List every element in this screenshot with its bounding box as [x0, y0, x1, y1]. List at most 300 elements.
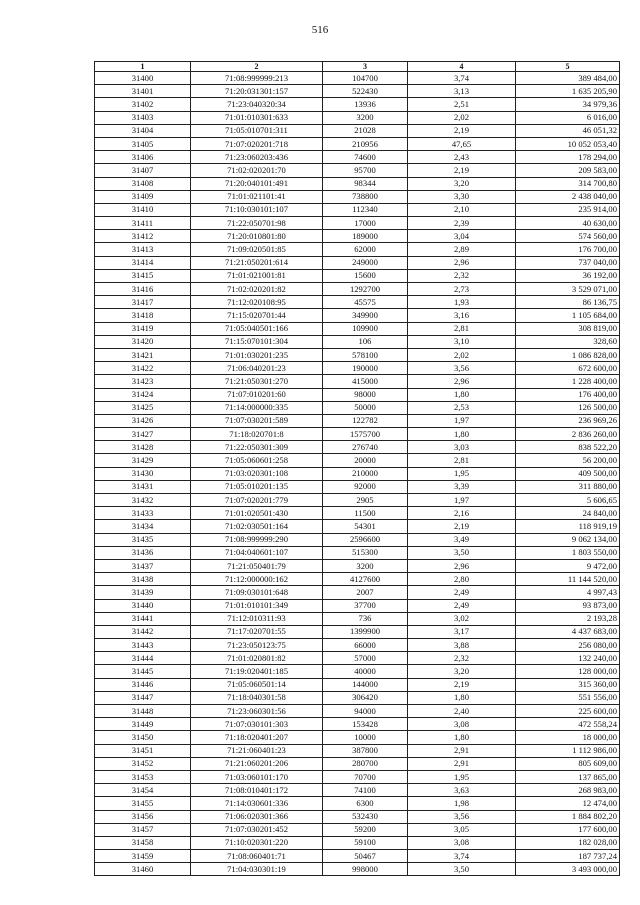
table-row [95, 137, 620, 150]
row-number-cell: 31448 [95, 705, 191, 718]
cadastral-number-cell: 71:05:040501:166 [191, 322, 323, 335]
row-number-cell: 31408 [95, 177, 191, 190]
value-cell: 574 560,00 [516, 230, 620, 243]
row-number-cell: 31440 [95, 599, 191, 612]
area-cell: 3200 [323, 559, 408, 572]
table-row [95, 428, 620, 441]
cadastral-number-cell: 71:05:010701:311 [191, 124, 323, 137]
table-row [95, 72, 620, 85]
value-cell: 472 558,24 [516, 718, 620, 731]
value-cell: 1 228 400,00 [516, 375, 620, 388]
row-number-cell: 31446 [95, 678, 191, 691]
value-cell: 1 086 828,00 [516, 348, 620, 361]
table-row [95, 612, 620, 625]
row-number-cell: 31415 [95, 269, 191, 282]
value-cell: 132 240,00 [516, 652, 620, 665]
row-number-cell: 31449 [95, 718, 191, 731]
cadastral-number-cell: 71:03:020301:108 [191, 467, 323, 480]
rate-cell: 1,80 [408, 691, 516, 704]
rate-cell: 2,19 [408, 124, 516, 137]
table-row [95, 573, 620, 586]
value-cell: 308 819,00 [516, 322, 620, 335]
rate-cell: 1,97 [408, 494, 516, 507]
value-cell: 18 000,00 [516, 731, 620, 744]
rate-cell: 2,49 [408, 586, 516, 599]
value-cell: 1 884 802,20 [516, 810, 620, 823]
table-row [95, 770, 620, 783]
row-number-cell: 31416 [95, 283, 191, 296]
value-cell: 838 522,20 [516, 441, 620, 454]
rate-cell: 3,08 [408, 718, 516, 731]
area-cell: 74600 [323, 151, 408, 164]
rate-cell: 3,16 [408, 309, 516, 322]
area-cell: 998000 [323, 863, 408, 876]
rate-cell: 3,17 [408, 625, 516, 638]
table-row [95, 639, 620, 652]
area-cell: 59100 [323, 836, 408, 849]
rate-cell: 3,04 [408, 230, 516, 243]
rate-cell: 3,74 [408, 850, 516, 863]
value-cell: 268 983,00 [516, 784, 620, 797]
area-cell: 21028 [323, 124, 408, 137]
table-row [95, 836, 620, 849]
table-row [95, 217, 620, 230]
table-row [95, 678, 620, 691]
value-cell: 389 484,00 [516, 72, 620, 85]
row-number-cell: 31453 [95, 770, 191, 783]
cadastral-number-cell: 71:20:040101:491 [191, 177, 323, 190]
area-cell: 50467 [323, 850, 408, 863]
value-cell: 328,60 [516, 335, 620, 348]
row-number-cell: 31427 [95, 428, 191, 441]
rate-cell: 3,74 [408, 72, 516, 85]
cadastral-number-cell: 71:05:010201:135 [191, 480, 323, 493]
area-cell: 62000 [323, 243, 408, 256]
area-cell: 306420 [323, 691, 408, 704]
row-number-cell: 31444 [95, 652, 191, 665]
area-cell: 276740 [323, 441, 408, 454]
row-number-cell: 31425 [95, 401, 191, 414]
row-number-cell: 31400 [95, 72, 191, 85]
area-cell: 13936 [323, 98, 408, 111]
table-row [95, 269, 620, 282]
column-header: 5 [516, 62, 620, 72]
value-cell: 235 914,00 [516, 203, 620, 216]
area-cell: 144000 [323, 678, 408, 691]
rate-cell: 3,56 [408, 810, 516, 823]
area-cell: 45575 [323, 296, 408, 309]
row-number-cell: 31411 [95, 217, 191, 230]
table-row [95, 520, 620, 533]
row-number-cell: 31417 [95, 296, 191, 309]
cadastral-number-cell: 71:07:020201:718 [191, 137, 323, 150]
value-cell: 551 556,00 [516, 691, 620, 704]
area-cell: 1575700 [323, 428, 408, 441]
row-number-cell: 31407 [95, 164, 191, 177]
cadastral-number-cell: 71:01:030201:235 [191, 348, 323, 361]
area-cell: 20000 [323, 454, 408, 467]
cadastral-number-cell: 71:02:020201:70 [191, 164, 323, 177]
cadastral-number-cell: 71:15:020701:44 [191, 309, 323, 322]
cadastral-number-cell: 71:21:060201:206 [191, 757, 323, 770]
table-row [95, 256, 620, 269]
area-cell: 94000 [323, 705, 408, 718]
value-cell: 182 028,00 [516, 836, 620, 849]
value-cell: 2 193,28 [516, 612, 620, 625]
cadastral-number-cell: 71:08:999999:213 [191, 72, 323, 85]
rate-cell: 2,89 [408, 243, 516, 256]
area-cell: 210956 [323, 137, 408, 150]
rate-cell: 3,63 [408, 784, 516, 797]
value-cell: 1 105 684,00 [516, 309, 620, 322]
area-cell: 74100 [323, 784, 408, 797]
rate-cell: 3,20 [408, 665, 516, 678]
area-cell: 280700 [323, 757, 408, 770]
rate-cell: 2,16 [408, 507, 516, 520]
table-row [95, 348, 620, 361]
row-number-cell: 31430 [95, 467, 191, 480]
table-row [95, 850, 620, 863]
rate-cell: 1,80 [408, 731, 516, 744]
cadastral-number-cell: 71:02:020201:82 [191, 283, 323, 296]
value-cell: 24 840,00 [516, 507, 620, 520]
rate-cell: 3,03 [408, 441, 516, 454]
column-header: 2 [191, 62, 323, 72]
row-number-cell: 31431 [95, 480, 191, 493]
cadastral-number-cell: 71:05:060601:258 [191, 454, 323, 467]
cadastral-number-cell: 71:23:060301:56 [191, 705, 323, 718]
area-cell: 122782 [323, 414, 408, 427]
area-cell: 98000 [323, 388, 408, 401]
cadastral-number-cell: 71:01:010101:349 [191, 599, 323, 612]
rate-cell: 3,88 [408, 639, 516, 652]
table-row [95, 533, 620, 546]
row-number-cell: 31426 [95, 414, 191, 427]
row-number-cell: 31452 [95, 757, 191, 770]
table-row [95, 797, 620, 810]
row-number-cell: 31413 [95, 243, 191, 256]
rate-cell: 2,91 [408, 757, 516, 770]
value-cell: 225 600,00 [516, 705, 620, 718]
cadastral-number-cell: 71:10:030101:107 [191, 203, 323, 216]
cadastral-number-cell: 71:01:020501:430 [191, 507, 323, 520]
row-number-cell: 31456 [95, 810, 191, 823]
table-row [95, 810, 620, 823]
table-row [95, 401, 620, 414]
table-row [95, 823, 620, 836]
cadastral-number-cell: 71:08:999999:290 [191, 533, 323, 546]
rate-cell: 1,80 [408, 428, 516, 441]
value-cell: 12 474,00 [516, 797, 620, 810]
cadastral-number-cell: 71:10:020301:220 [191, 836, 323, 849]
cadastral-number-cell: 71:12:020108:95 [191, 296, 323, 309]
value-cell: 86 136,75 [516, 296, 620, 309]
page-number: 516 [311, 24, 329, 36]
value-cell: 93 873,00 [516, 599, 620, 612]
rate-cell: 3,39 [408, 480, 516, 493]
value-cell: 176 700,00 [516, 243, 620, 256]
table-row [95, 177, 620, 190]
value-cell: 315 360,00 [516, 678, 620, 691]
cadastral-number-cell: 71:06:020301:366 [191, 810, 323, 823]
row-number-cell: 31437 [95, 559, 191, 572]
cadastral-number-cell: 71:12:010311:93 [191, 612, 323, 625]
area-cell: 50000 [323, 401, 408, 414]
area-cell: 3200 [323, 111, 408, 124]
row-number-cell: 31410 [95, 203, 191, 216]
table-row [95, 586, 620, 599]
table-row [95, 98, 620, 111]
row-number-cell: 31422 [95, 362, 191, 375]
value-cell: 137 865,00 [516, 770, 620, 783]
value-cell: 4 437 683,00 [516, 625, 620, 638]
rate-cell: 3,50 [408, 863, 516, 876]
rate-cell: 3,02 [408, 612, 516, 625]
row-number-cell: 31406 [95, 151, 191, 164]
cadastral-number-cell: 71:01:020801:82 [191, 652, 323, 665]
area-cell: 578100 [323, 348, 408, 361]
cadastral-number-cell: 71:18:020701:8 [191, 428, 323, 441]
cadastral-number-cell: 71:20:010801:80 [191, 230, 323, 243]
cadastral-number-cell: 71:21:060401:23 [191, 744, 323, 757]
rate-cell: 2,43 [408, 151, 516, 164]
row-number-cell: 31429 [95, 454, 191, 467]
rate-cell: 3,08 [408, 836, 516, 849]
cadastral-number-cell: 71:15:070101:304 [191, 335, 323, 348]
rate-cell: 2,96 [408, 375, 516, 388]
value-cell: 128 000,00 [516, 665, 620, 678]
table-row [95, 454, 620, 467]
table-row [95, 190, 620, 203]
rate-cell: 2,81 [408, 454, 516, 467]
cadastral-number-cell: 71:19:020401:185 [191, 665, 323, 678]
rate-cell: 3,20 [408, 177, 516, 190]
cadastral-number-cell: 71:03:060101:170 [191, 770, 323, 783]
column-header: 1 [95, 62, 191, 72]
rate-cell: 2,80 [408, 573, 516, 586]
area-cell: 153428 [323, 718, 408, 731]
cadastral-number-cell: 71:18:020401:207 [191, 731, 323, 744]
row-number-cell: 31434 [95, 520, 191, 533]
cadastral-number-cell: 71:06:040201:23 [191, 362, 323, 375]
table-row [95, 362, 620, 375]
cadastral-number-cell: 71:07:030101:303 [191, 718, 323, 731]
area-cell: 92000 [323, 480, 408, 493]
row-number-cell: 31401 [95, 85, 191, 98]
area-cell: 112340 [323, 203, 408, 216]
cadastral-number-cell: 71:14:000000:335 [191, 401, 323, 414]
value-cell: 2 438 040,00 [516, 190, 620, 203]
cadastral-number-cell: 71:05:060501:14 [191, 678, 323, 691]
value-cell: 176 400,00 [516, 388, 620, 401]
value-cell: 9 062 134,00 [516, 533, 620, 546]
area-cell: 57000 [323, 652, 408, 665]
table-row [95, 718, 620, 731]
row-number-cell: 31458 [95, 836, 191, 849]
area-cell: 387800 [323, 744, 408, 757]
rate-cell: 1,95 [408, 770, 516, 783]
row-number-cell: 31455 [95, 797, 191, 810]
value-cell: 409 500,00 [516, 467, 620, 480]
rate-cell: 3,13 [408, 85, 516, 98]
rate-cell: 2,19 [408, 678, 516, 691]
table-row [95, 665, 620, 678]
row-number-cell: 31402 [95, 98, 191, 111]
area-cell: 104700 [323, 72, 408, 85]
rate-cell: 2,32 [408, 652, 516, 665]
cadastral-number-cell: 71:23:040320:34 [191, 98, 323, 111]
row-number-cell: 31428 [95, 441, 191, 454]
area-cell: 59200 [323, 823, 408, 836]
rate-cell: 2,96 [408, 559, 516, 572]
table-row [95, 283, 620, 296]
column-header: 3 [323, 62, 408, 72]
area-cell: 10000 [323, 731, 408, 744]
table-row [95, 322, 620, 335]
header-row [95, 62, 620, 72]
cadastral-number-cell: 71:22:050301:309 [191, 441, 323, 454]
table-row [95, 507, 620, 520]
value-cell: 177 600,00 [516, 823, 620, 836]
area-cell: 2905 [323, 494, 408, 507]
row-number-cell: 31414 [95, 256, 191, 269]
cadastral-number-cell: 71:18:040301:58 [191, 691, 323, 704]
row-number-cell: 31419 [95, 322, 191, 335]
cadastral-number-cell: 71:12:000000:162 [191, 573, 323, 586]
row-number-cell: 31403 [95, 111, 191, 124]
row-number-cell: 31405 [95, 137, 191, 150]
value-cell: 805 609,00 [516, 757, 620, 770]
area-cell: 37700 [323, 599, 408, 612]
area-cell: 2596600 [323, 533, 408, 546]
rate-cell: 2,49 [408, 599, 516, 612]
row-number-cell: 31459 [95, 850, 191, 863]
row-number-cell: 31433 [95, 507, 191, 520]
row-number-cell: 31409 [95, 190, 191, 203]
rate-cell: 2,51 [408, 98, 516, 111]
table-row [95, 151, 620, 164]
value-cell: 187 737,24 [516, 850, 620, 863]
table-row [95, 705, 620, 718]
table-row [95, 863, 620, 876]
row-number-cell: 31441 [95, 612, 191, 625]
row-number-cell: 31442 [95, 625, 191, 638]
cadastral-number-cell: 71:07:010201:60 [191, 388, 323, 401]
area-cell: 249000 [323, 256, 408, 269]
area-cell: 66000 [323, 639, 408, 652]
value-cell: 3 529 071,00 [516, 283, 620, 296]
rate-cell: 2,53 [408, 401, 516, 414]
rate-cell: 2,02 [408, 111, 516, 124]
table-row [95, 757, 620, 770]
cadastral-number-cell: 71:17:020701:55 [191, 625, 323, 638]
table-row [95, 164, 620, 177]
area-cell: 738800 [323, 190, 408, 203]
row-number-cell: 31424 [95, 388, 191, 401]
column-header: 4 [408, 62, 516, 72]
area-cell: 70700 [323, 770, 408, 783]
row-number-cell: 31423 [95, 375, 191, 388]
cadastral-number-cell: 71:02:030501:164 [191, 520, 323, 533]
value-cell: 9 472,00 [516, 559, 620, 572]
value-cell: 11 144 520,00 [516, 573, 620, 586]
row-number-cell: 31418 [95, 309, 191, 322]
cadastral-number-cell: 71:07:020201:779 [191, 494, 323, 507]
cadastral-number-cell: 71:23:060203:436 [191, 151, 323, 164]
register-table [94, 61, 620, 876]
table-row [95, 691, 620, 704]
area-cell: 189000 [323, 230, 408, 243]
table-row [95, 375, 620, 388]
cadastral-number-cell: 71:23:050123:75 [191, 639, 323, 652]
value-cell: 6 016,00 [516, 111, 620, 124]
cadastral-number-cell: 71:21:050401:79 [191, 559, 323, 572]
value-cell: 672 600,00 [516, 362, 620, 375]
table-row [95, 230, 620, 243]
table-row [95, 414, 620, 427]
cadastral-number-cell: 71:07:030201:589 [191, 414, 323, 427]
rate-cell: 2,81 [408, 322, 516, 335]
cadastral-number-cell: 71:08:010401:172 [191, 784, 323, 797]
table-row [95, 203, 620, 216]
cadastral-number-cell: 71:01:021001:81 [191, 269, 323, 282]
value-cell: 56 200,00 [516, 454, 620, 467]
row-number-cell: 31445 [95, 665, 191, 678]
rate-cell: 2,91 [408, 744, 516, 757]
rate-cell: 3,56 [408, 362, 516, 375]
area-cell: 210000 [323, 467, 408, 480]
rate-cell: 1,93 [408, 296, 516, 309]
table-row [95, 599, 620, 612]
value-cell: 126 500,00 [516, 401, 620, 414]
table-row [95, 296, 620, 309]
value-cell: 46 051,32 [516, 124, 620, 137]
cadastral-number-cell: 71:09:030101:648 [191, 586, 323, 599]
rate-cell: 2,10 [408, 203, 516, 216]
area-cell: 4127600 [323, 573, 408, 586]
row-number-cell: 31436 [95, 546, 191, 559]
table-row [95, 546, 620, 559]
table-row [95, 744, 620, 757]
area-cell: 1292700 [323, 283, 408, 296]
value-cell: 1 112 986,00 [516, 744, 620, 757]
table-body [95, 72, 620, 876]
value-cell: 2 836 260,00 [516, 428, 620, 441]
table-row [95, 652, 620, 665]
row-number-cell: 31454 [95, 784, 191, 797]
row-number-cell: 31439 [95, 586, 191, 599]
row-number-cell: 31451 [95, 744, 191, 757]
value-cell: 36 192,00 [516, 269, 620, 282]
cadastral-number-cell: 71:20:031301:157 [191, 85, 323, 98]
rate-cell: 2,96 [408, 256, 516, 269]
table-row [95, 467, 620, 480]
cadastral-number-cell: 71:07:030201:452 [191, 823, 323, 836]
value-cell: 311 880,00 [516, 480, 620, 493]
row-number-cell: 31457 [95, 823, 191, 836]
table-row [95, 731, 620, 744]
area-cell: 349900 [323, 309, 408, 322]
table-row [95, 559, 620, 572]
area-cell: 6300 [323, 797, 408, 810]
area-cell: 15600 [323, 269, 408, 282]
rate-cell: 1,97 [408, 414, 516, 427]
area-cell: 98344 [323, 177, 408, 190]
rate-cell: 2,02 [408, 348, 516, 361]
area-cell: 17000 [323, 217, 408, 230]
rate-cell: 2,19 [408, 520, 516, 533]
row-number-cell: 31450 [95, 731, 191, 744]
